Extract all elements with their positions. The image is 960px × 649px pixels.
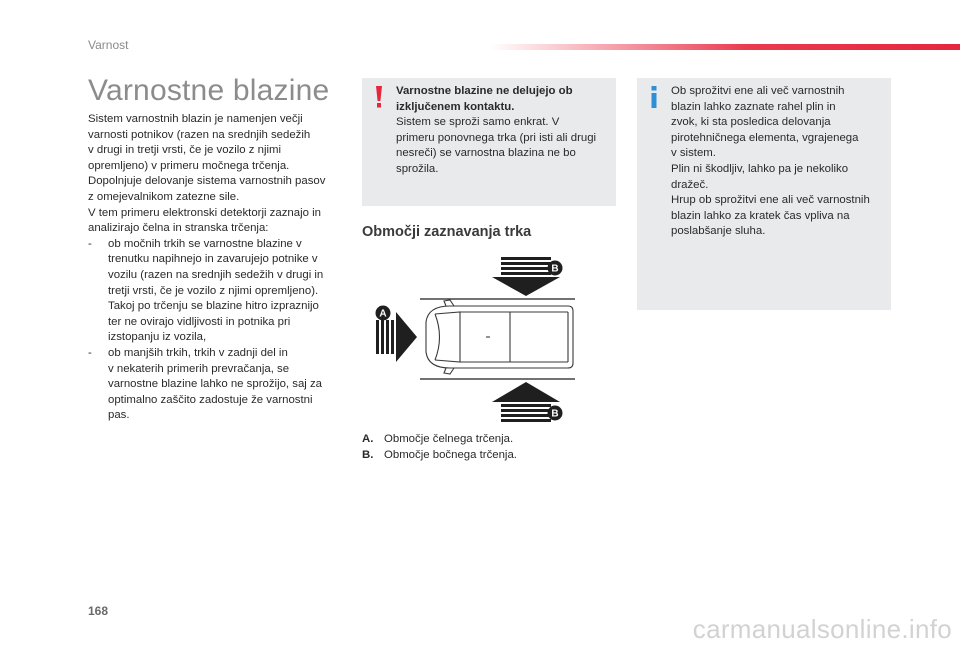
bullet-line: ob manjših trkih, trkih v zadnji del in: [108, 346, 288, 359]
intro-line: z omejevalnikom zatezne sile.: [88, 190, 240, 203]
list-item: [88, 346, 350, 424]
legend-key: B.: [362, 448, 374, 461]
section-heading: Območji zaznavanja trka: [362, 224, 532, 240]
label-b-bottom: B: [551, 408, 559, 420]
bullet-dash: -: [88, 346, 92, 359]
bullet-line: pas.: [108, 409, 130, 422]
bullet-line: varnostne blazine lahko ne sprožijo, saj za: [108, 378, 323, 391]
warning-line: sprožila.: [396, 162, 439, 175]
page-number: 168: [88, 604, 109, 618]
bullet-line: izstopanju iz vozila,: [108, 331, 207, 344]
van-top-view-icon: [426, 300, 573, 374]
info-line: Ob sprožitvi ene ali več varnostnih: [671, 85, 845, 97]
warning-text: [396, 84, 610, 178]
section-header: Varnost: [88, 38, 129, 52]
warning-bold-line: Varnostne blazine ne delujejo ob: [396, 85, 573, 97]
info-line: poslabšanje sluha.: [671, 225, 766, 238]
info-text: [671, 84, 887, 240]
info-box: [637, 78, 891, 310]
intro-line: Sistem varnostnih blazin je namenjen večji: [88, 113, 303, 125]
warning-box: [362, 78, 616, 206]
intro-bullet-list: [88, 237, 350, 424]
warning-line: primeru ponovnega trka (pri isti ali drugi: [396, 131, 597, 144]
watermark: carmanualsonline.info: [692, 614, 952, 644]
bullet-line: v nekaterih primerih prevračanja, se: [108, 362, 290, 375]
bullet-line: vozilu (razen na srednjih sedežih v drugi in: [108, 268, 324, 281]
info-icon: [649, 86, 659, 108]
bullet-line: optimalno zaščito zadostuje že varnostni: [108, 393, 313, 406]
legend-item: [362, 432, 517, 448]
diagram-legend: [362, 432, 517, 463]
label-b-top: B: [551, 263, 559, 275]
crash-zones-diagram: [370, 254, 582, 426]
intro-line: Dopolnjuje delovanje sistema varnostnih pasov: [88, 175, 326, 188]
info-line: Hrup ob sprožitvi ene ali več varnostnih: [671, 194, 870, 207]
intro-text: [88, 112, 350, 424]
bullet-dash: -: [88, 237, 92, 250]
legend-key: A.: [362, 433, 374, 445]
legend-item: [362, 448, 517, 464]
info-line: pirotehničnega elementa, vgrajenega: [671, 131, 859, 144]
legend-text: Območje čelnega trčenja.: [384, 433, 514, 445]
info-line: blazin lahko za kratek čas vpliva na: [671, 209, 850, 222]
bullet-line: trenutku napihnejo in zavarujejo potnike v: [108, 253, 318, 266]
info-line: zvok, ki sta posledica delovanja: [671, 116, 831, 129]
warning-line: Sistem se sproži samo enkrat. V: [396, 116, 560, 129]
bullet-line: ter ne ovirajo vidljivosti in potnika pri: [108, 315, 291, 328]
intro-line: opremljeno) v primeru močnega trčenja.: [88, 159, 290, 172]
intro-line: V tem primeru elektronski detektorji zaznajo in: [88, 206, 321, 219]
bullet-line: tretji vrsti, če je vozilo z njimi opremljeno).: [108, 284, 319, 297]
intro-line: analizirajo čelna in stranska trčenja:: [88, 222, 269, 235]
page-title: Varnostne blazine: [88, 74, 330, 107]
intro-line: varnosti potnikov (razen na srednjih sedežih: [88, 128, 311, 141]
info-line: dražeč.: [671, 178, 709, 191]
bullet-line: ob močnih trkih se varnostne blazine v: [108, 237, 302, 250]
warning-bold-line: izključenem kontaktu.: [396, 100, 515, 113]
warning-line: nesreči) se varnostna blazina ne bo: [396, 147, 576, 160]
label-a: A: [379, 308, 387, 320]
header-accent-bar: [490, 44, 960, 50]
info-line: Plin ni škodljiv, lahko pa je nekoliko: [671, 162, 849, 175]
bullet-line: Takoj po trčenju se blazine hitro izpraznijo: [108, 300, 319, 313]
info-line: blazin lahko zaznate rahel plin in: [671, 100, 836, 113]
info-line: v sistem.: [671, 147, 716, 160]
warning-exclamation-icon: [374, 86, 384, 108]
legend-text: Območje bočnega trčenja.: [384, 448, 517, 461]
list-item: [88, 237, 350, 346]
intro-line: v drugi in tretji vrsti, če je vozilo z njimi: [88, 144, 282, 157]
